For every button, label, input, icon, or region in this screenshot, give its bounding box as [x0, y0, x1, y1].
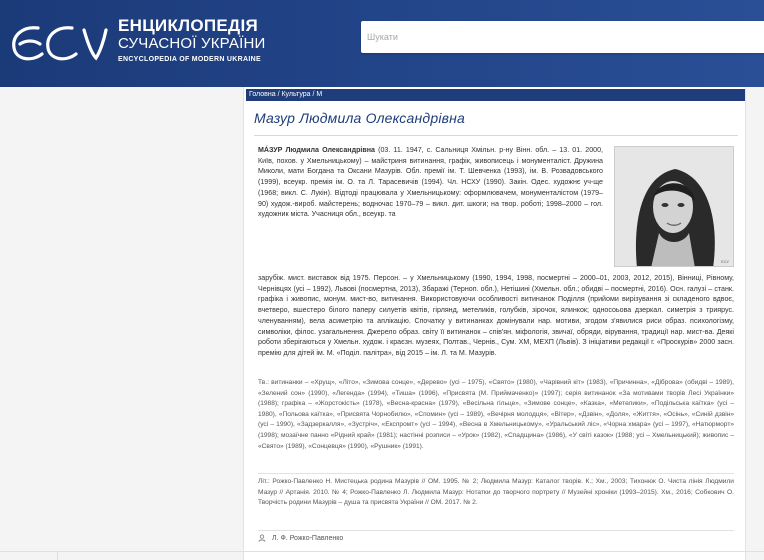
page-title: Мазур Людмила Олександрівна [254, 110, 466, 126]
article-lead-name: МÁЗУР Людмила Олександрівна [258, 146, 375, 154]
article-card [243, 87, 746, 560]
divider [258, 530, 734, 531]
portrait-image [615, 147, 734, 267]
breadcrumb-separator: / [312, 91, 317, 98]
breadcrumb-letter[interactable]: М [316, 91, 323, 98]
divider [57, 551, 58, 560]
search-box [361, 21, 764, 53]
article-author [258, 534, 343, 542]
divider [258, 473, 734, 474]
breadcrumb-separator: / [277, 91, 282, 98]
breadcrumb-home[interactable]: Головна [249, 91, 276, 98]
esu-logo-icon[interactable] [8, 18, 110, 66]
site-logo-text[interactable] [118, 17, 265, 66]
search-input[interactable] [361, 21, 764, 53]
logo-title: ЕНЦИКЛОПЕДІЯ [118, 16, 258, 35]
article-body: зарубіж. мист. виставок від 1975. Персон. – у Хмельницькому (1990, 1994, 1998, посмертні – 2000–01, 2003, 2012, 2015), Вінниці, Рівному, Чернівцях (усі – 1992), Львові (посмертна, 2013), Збаражі (Терноп. обл.), Нетішині (Хмельн. обл.; обидві – посмертні, 2016). Осн. галузі – станк. графіка і живопис, монум. мист-во, витинання. Використовуючи особливості витинанок Поділля (прийоми вирізування зі складеного вдвоє, вчетверо, вшестеро білого паперу силуетів квітів, гірлянд, метеликів, голубків, зірочок, ялинкок; односоьова дзеркал. симетрія з триярус. членуванням), вела асиметрію та аплікацію. Спочатку у витинанках домінували нар. мотиви, згодом з'явилися риси образ. психологізму, символіки, філос. узагальнення. Джерело образ. світу її витинанок – спів'ян. міфологія, звичаї, обряди, вірування, традиції нар. мист-ва. Деякі роботи зберігаються у Хмельн. худож. і краєзн. музеях, Полтав., Чернів., Сум. ХМ, МЕХП (Львів). З ініціативи редакції г. «Проскурів» 2000 засн. премію для дітей ім. М. «Поділ. палітра», від 2015 – ім. Л. та М. Мазурів. [258, 274, 734, 357]
logo-english: ENCYCLOPEDIA OF MODERN UKRAINE [118, 56, 261, 63]
site-header [0, 0, 764, 87]
user-icon [258, 534, 266, 542]
portrait-photo[interactable] [614, 146, 734, 267]
article-intro-text: (03. 11. 1947, с. Сальниця Хмільн. р-ну Вінн. обл. – 13. 01. 2000, Київ, похов. у Хмельницькому) – майстриня витинання, графік, живописець і монументаліст. Дружина Миколи, мати Богдана та Оксани Мазурів. Обл. премії ім. Т. Шевченка (1993), ім. В. Розвадовського (1999), всеукр. премія ім. О. та Л. Тарасевичів (1994). Чл. НСХУ (1990). Закін. Одес. художнє уч-ще (1968; викл. С. Лукін). Відтоді працювала у Хмельницькому: оформлювачем, монументалістом (1979–90) худож.-вироб. майстерень; водночас 1970–79 – викл. дит. шкоги; на твор. роботі; 1998–2000 – гол. художник міста. Учасниця обл., всеукр. та [258, 146, 603, 219]
author-name[interactable]: Л. Ф. Рожко-Павленко [272, 534, 344, 542]
article-intro [258, 145, 603, 220]
article-literature: Літ.: Рожко-Павленко Н. Мистецька родина Мазурів // ОМ. 1995. № 2; Людмила Мазур: Каталог творів. К.; Хм., 2003; Тихонюк О. Чиста лінія Людмили Мазур // Артанія. 2010. № 4; Рожко-Павленко Л. Людмила Мазур: Нотатки до творчого портрету // Музейні хроніки (1993–2015). Хм., 2016; Собкович О. Творчість родини Мазурів – душа та присвята України // ОМ. 2017. № 2. [258, 478, 734, 507]
breadcrumb [246, 89, 745, 101]
divider [254, 135, 738, 136]
divider [0, 551, 764, 552]
logo-subtitle: СУЧАСНОЇ УКРАЇНИ [118, 35, 266, 52]
breadcrumb-culture[interactable]: Культура [281, 91, 311, 98]
photo-watermark: ЕСУ [721, 259, 729, 264]
article-works: Тв.: витинанки – «Хрущ», «Літо», «Зимова сонце», «Дерево» (усі – 1975), «Свято» (1980), «Чарівний кіт» (1983), «Причинна», «Діброва» (обидві – 1989), «Зелений сон» (1990), «Легенда» (1994), «Тиша» (1996), «Присвята (М. Приймаченко)» (1997); серія витинанок «За мотивами творів Лесі Українки» (1988); графіка – «Жорстокість» (1978), «Весна-красна» (1979), «Весільна гільце», «Зимове сонце», «Казка», «Метелики», «Подільська каїтка» (усі – 1980), «Польова каїтка», «Присвята Чорнобилю», «Спомин» (усі – 1989), «Вечірня молодця», «Вітер», «Дзвін», «Доля», «Життя», «Осінь», «Синій дзвін» (усі – 1990), «Задзеркалля», «Зустріч», «Експромт» (усі – 1994), «Весна в Хмельницькому», «Уральський ліс», «Чорна хмара» (усі – 1997), «Натюрморт» (1998); мозаїчне панно «Рідний край» (1981); настінні розписи – «Урок» (1982), «Спадщина» (1986), «У світі казок» (1988; усі – Хмельницький); живопис – «Свято» (1989), «Сонцевця» (1990), «Рушник» (1991). [258, 379, 734, 450]
